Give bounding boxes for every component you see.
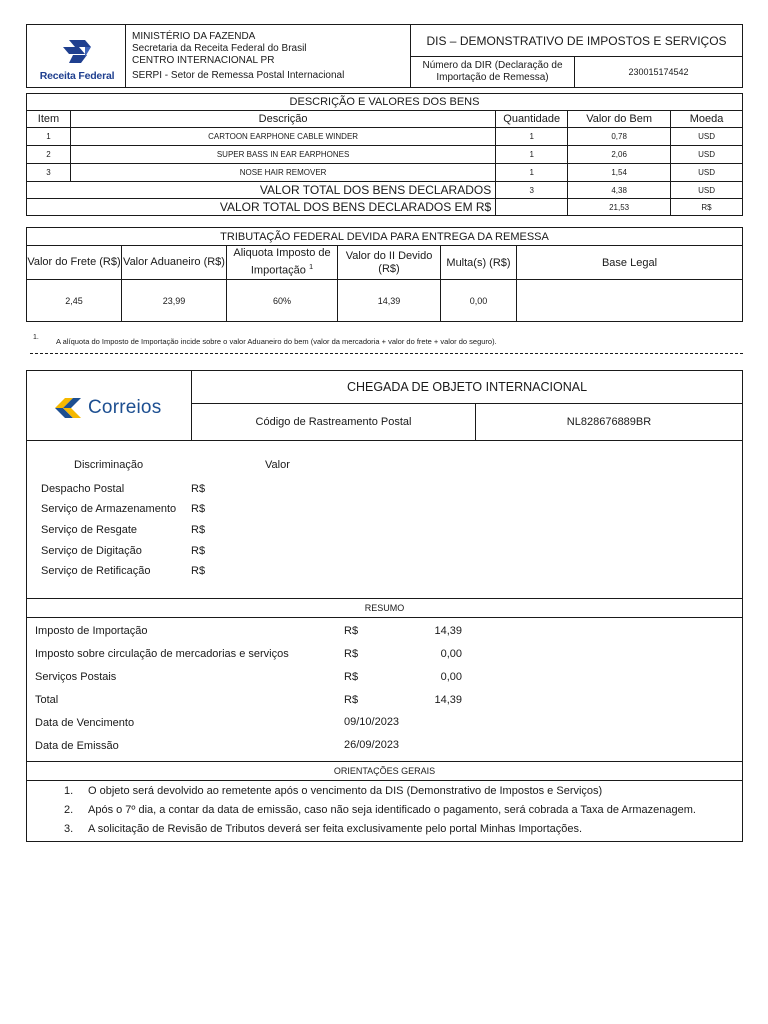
guidance-number: 1.: [64, 785, 74, 797]
goods-total-label: VALOR TOTAL DOS BENS DECLARADOS: [27, 182, 496, 199]
tax-col-base: [517, 246, 743, 280]
goods-total-brl-value: 21,53: [568, 199, 671, 216]
service-currency: R$: [191, 503, 206, 515]
org-center: CENTRO INTERNACIONAL PR: [132, 55, 275, 66]
row-value: 1,54: [568, 164, 671, 182]
row-qty: 1: [496, 146, 568, 164]
tax-frete-value: 2,45: [27, 280, 122, 322]
tax-col-multa: [441, 246, 517, 280]
issue-date: 26/09/2023: [344, 739, 400, 751]
cut-line-divider: [30, 353, 743, 354]
guidance-title: ORIENTAÇÕES GERAIS: [333, 766, 436, 776]
row-currency: USD: [671, 146, 743, 164]
col-item: Item: [27, 111, 71, 128]
disc-header: Discriminação: [74, 459, 144, 471]
guidance-title-box: [27, 761, 742, 781]
row-desc: CARTOON EARPHONE CABLE WINDER: [70, 128, 495, 146]
tax-values-row: [27, 280, 743, 322]
summary-value: 0,00: [440, 671, 462, 683]
correios-emblem-icon: [53, 396, 85, 420]
receita-federal-emblem-icon: [39, 37, 115, 65]
tax-col-frete-label: Valor do Frete (R$): [27, 256, 121, 268]
row-currency: USD: [671, 128, 743, 146]
goods-title-box: [26, 93, 743, 111]
table-row: [27, 146, 743, 164]
tax-col-aliquota-label: Aliquota Imposto de Importação: [233, 247, 331, 277]
tax-title-box: [26, 227, 743, 246]
guidance-number: 3.: [64, 823, 74, 835]
row-desc: NOSE HAIR REMOVER: [70, 164, 495, 182]
tax-col-ii: [338, 246, 441, 280]
col-descricao: Descrição: [70, 111, 495, 128]
tax-col-multa-label: Multa(s) (R$): [446, 256, 511, 269]
tracking-label: Código de Rastreamento Postal: [255, 416, 412, 428]
summary-label: Data de Emissão: [35, 740, 119, 752]
tracking-code-box: [476, 404, 742, 441]
goods-total-row: [27, 182, 743, 199]
goods-total-value: 4,38: [568, 182, 671, 199]
col-quantidade: Quantidade: [496, 111, 568, 128]
row-item: 2: [27, 146, 71, 164]
row-qty: 1: [496, 128, 568, 146]
summary-label: Data de Vencimento: [35, 717, 135, 729]
goods-total-currency: USD: [671, 182, 743, 199]
tax-table: [26, 245, 743, 322]
value-header: Valor: [265, 459, 290, 471]
goods-total-brl-row: [27, 199, 743, 216]
tax-col-aduaneiro: [122, 246, 227, 280]
tax-col-aliquota-footnote-mark: 1: [308, 262, 314, 272]
due-date: 09/10/2023: [344, 716, 400, 728]
tax-base-value: [517, 280, 743, 322]
guidance-text: A solicitação de Revisão de Tributos deverá ser feita exclusivamente pelo portal Minhas Importações.: [88, 823, 583, 835]
table-row: [27, 128, 743, 146]
row-desc: SUPER BASS IN EAR EARPHONES: [70, 146, 495, 164]
summary-label: Imposto de Importação: [35, 625, 148, 637]
correios-title: CHEGADA DE OBJETO INTERNACIONAL: [346, 380, 588, 394]
summary-value: 0,00: [440, 648, 462, 660]
correios-logo: [53, 395, 173, 421]
tax-col-aduaneiro-label: Valor Aduaneiro (R$): [123, 256, 225, 268]
goods-header-row: [27, 111, 743, 128]
dir-label: Número da DIR (Declaração de Importação de Remessa): [422, 60, 563, 83]
service-currency: R$: [191, 483, 206, 495]
row-item: 3: [27, 164, 71, 182]
summary-label: Serviços Postais: [35, 671, 117, 683]
col-valor-bem: Valor do Bem: [568, 111, 671, 128]
tax-header-row: [27, 246, 743, 280]
goods-table: [26, 110, 743, 216]
row-value: 0,78: [568, 128, 671, 146]
tax-multa-value: 0,00: [441, 280, 517, 322]
row-qty: 1: [496, 164, 568, 182]
header-logo-box: [26, 24, 126, 88]
correios-title-box: [192, 371, 742, 404]
service-label: Serviço de Retificação: [41, 565, 151, 577]
summary-currency: R$: [344, 625, 359, 637]
org-sector: SERPI - Setor de Remessa Postal Internacional: [132, 70, 345, 81]
dir-label-box: [410, 56, 575, 88]
tax-col-frete: [27, 246, 122, 280]
tax-title: TRIBUTAÇÃO FEDERAL DEVIDA PARA ENTREGA DA REMESSA: [220, 230, 549, 243]
correios-logo-text: Correios: [88, 397, 162, 418]
org-ministry: MINISTÉRIO DA FAZENDA: [132, 31, 256, 42]
goods-title: DESCRIÇÃO E VALORES DOS BENS: [289, 96, 480, 108]
row-currency: USD: [671, 164, 743, 182]
receita-federal-logo: [39, 37, 115, 81]
guidance-text: O objeto será devolvido ao remetente após o vencimento da DIS (Demonstrativo de Impostos e Serviços): [88, 785, 603, 797]
row-item: 1: [27, 128, 71, 146]
doc-title: DIS – DEMONSTRATIVO DE IMPOSTOS E SERVIÇOS: [426, 33, 727, 48]
summary-label: Imposto sobre circulação de mercadorias e serviços: [35, 648, 289, 660]
summary-value: 14,39: [434, 625, 462, 637]
summary-label: Total: [35, 694, 59, 706]
dir-number-box: [574, 56, 743, 88]
summary-currency: R$: [344, 648, 359, 660]
service-currency: R$: [191, 545, 206, 557]
table-row: [27, 164, 743, 182]
doc-title-box: [410, 24, 743, 57]
footnote-mark: 1.: [33, 334, 39, 341]
goods-total-brl-empty: [496, 199, 568, 216]
service-label: Despacho Postal: [41, 483, 125, 495]
col-moeda: Moeda: [671, 111, 743, 128]
summary-title-box: [27, 598, 742, 618]
org-secretariat: Secretaria da Receita Federal do Brasil: [132, 43, 307, 54]
service-label: Serviço de Resgate: [41, 524, 137, 536]
tax-col-aliquota: [227, 246, 338, 280]
service-currency: R$: [191, 524, 206, 536]
tax-col-ii-label: Valor do II Devido (R$): [345, 249, 433, 275]
service-label: Serviço de Armazenamento: [41, 503, 177, 515]
tax-aduaneiro-value: 23,99: [122, 280, 227, 322]
goods-total-qty: 3: [496, 182, 568, 199]
org-info-box: [125, 24, 411, 88]
guidance-number: 2.: [64, 804, 74, 816]
goods-total-brl-label: VALOR TOTAL DOS BENS DECLARADOS EM R$: [27, 199, 496, 216]
service-currency: R$: [191, 565, 206, 577]
tracking-label-box: [192, 404, 476, 441]
receita-logo-text: Receita Federal: [39, 70, 115, 82]
tracking-code: NL828676889BR: [566, 416, 652, 428]
row-value: 2,06: [568, 146, 671, 164]
guidance-text: Após o 7º dia, a contar da data de emissão, caso não seja identificado o pagamento, será cobrada a Taxa de Armazenagem.: [88, 804, 696, 816]
goods-total-brl-currency: R$: [671, 199, 743, 216]
tax-col-base-label: Base Legal: [601, 256, 658, 269]
correios-logo-box: [27, 371, 192, 441]
tax-ii-value: 14,39: [338, 280, 441, 322]
footnote-text: A alíquota do Imposto de Importação incide sobre o valor Aduaneiro do bem (valor da mercadoria + valor do frete + valor do seguro).: [56, 337, 497, 346]
summary-currency: R$: [344, 694, 359, 706]
summary-value: 14,39: [434, 694, 462, 706]
tax-aliquota-value: 60%: [227, 280, 338, 322]
service-label: Serviço de Digitação: [41, 545, 142, 557]
summary-title: RESUMO: [364, 603, 405, 613]
summary-currency: R$: [344, 671, 359, 683]
dir-number: 230015174542: [628, 67, 689, 77]
